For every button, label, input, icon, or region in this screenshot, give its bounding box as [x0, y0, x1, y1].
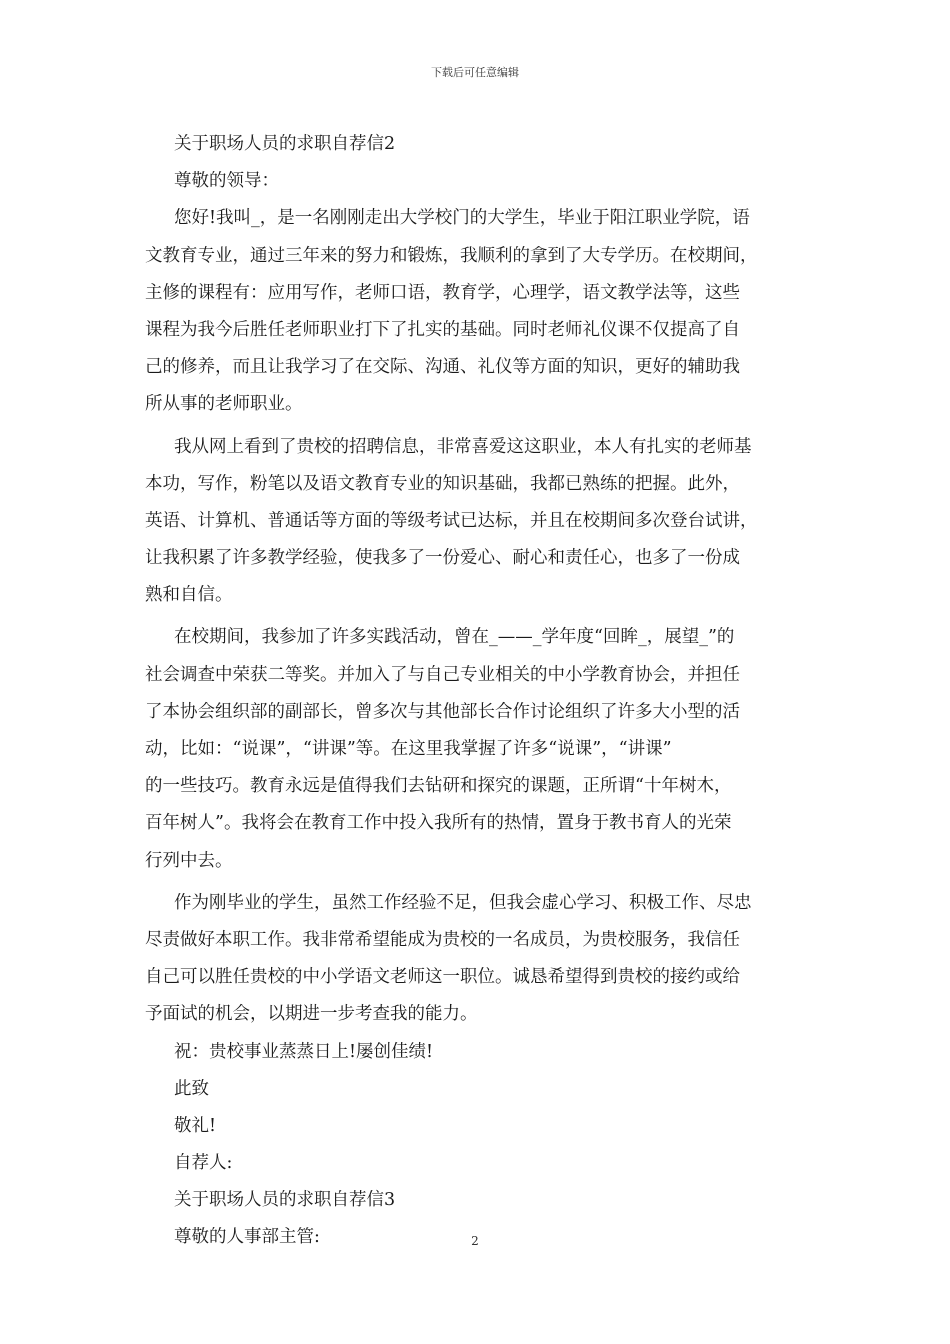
- paragraph-line: 英语、计算机、普通话等方面的等级考试已达标，并且在校期间多次登台试讲，: [145, 510, 758, 531]
- signature-line: 自荐人:: [174, 1153, 233, 1174]
- closing-line: 敬礼!: [174, 1115, 217, 1136]
- paragraph-line: 您好!我叫_，是一名刚刚走出大学校门的大学生，毕业于阳江职业学院，语: [174, 208, 750, 229]
- document-body: [145, 126, 805, 1257]
- paragraph-line: 本功，写作，粉笔以及语文教育专业的知识基础，我都已熟练的把握。此外，: [145, 473, 740, 494]
- paragraph-line: 己的修养，而且让我学习了在交际、沟通、礼仪等方面的知识，更好的辅助我: [145, 357, 740, 378]
- paragraph-line: 社会调查中荣获二等奖。并加入了与自己专业相关的中小学教育协会，并担任: [145, 664, 740, 685]
- paragraph-line: 主修的课程有：应用写作，老师口语，教育学，心理学，语文教学法等，这些: [145, 282, 740, 303]
- paragraph-line: 予面试的机会，以期进一步考查我的能力。: [145, 1004, 478, 1025]
- paragraph-line: 所从事的老师职业。: [145, 394, 303, 415]
- closing-line: 此致: [174, 1078, 209, 1099]
- paragraph-line: 我从网上看到了贵校的招聘信息，非常喜爱这这职业，本人有扎实的老师基: [174, 436, 752, 457]
- paragraph-line: 在校期间，我参加了许多实践活动，曾在_——_学年度“回眸_，展望_”的: [174, 627, 735, 648]
- salutation: 尊敬的人事部主管:: [174, 1227, 320, 1248]
- paragraph-line: 课程为我今后胜任老师职业打下了扎实的基础。同时老师礼仪课不仅提高了自: [145, 319, 740, 340]
- paragraph-line: 自己可以胜任贵校的中小学语文老师这一职位。诚恳希望得到贵校的接约或给: [145, 967, 740, 988]
- paragraph-line: 熟和自信。: [145, 585, 233, 606]
- paragraph-line: 的一些技巧。教育永远是值得我们去钻研和探究的课题，正所谓“十年树木，: [145, 776, 732, 797]
- page-header: 下载后可任意编辑: [431, 66, 519, 79]
- paragraph-line: 让我积累了许多教学经验，使我多了一份爱心、耐心和责任心，也多了一份成: [145, 548, 740, 569]
- page-number: 2: [471, 1234, 479, 1248]
- salutation: 尊敬的领导：: [174, 171, 279, 192]
- letter-title: 关于职场人员的求职自荐信3: [174, 1190, 396, 1211]
- closing-wish: 祝：贵校事业蒸蒸日上!屡创佳绩!: [174, 1041, 434, 1062]
- paragraph-line: 尽责做好本职工作。我非常希望能成为贵校的一名成员，为贵校服务，我信任: [145, 929, 740, 950]
- letter-title: 关于职场人员的求职自荐信2: [174, 134, 396, 154]
- paragraph-line: 文教育专业，通过三年来的努力和锻炼，我顺利的拿到了大专学历。在校期间，: [145, 245, 758, 266]
- paragraph-line: 动，比如：“说课”，“讲课”等。在这里我掌握了许多“说课”，“讲课”: [145, 739, 672, 759]
- paragraph-line: 百年树人”。我将会在教育工作中投入我所有的热情，置身于教书育人的光荣: [145, 813, 732, 834]
- paragraph-line: 行列中去。: [145, 850, 233, 871]
- paragraph-line: 作为刚毕业的学生，虽然工作经验不足，但我会虚心学习、积极工作、尽忠: [174, 892, 752, 913]
- paragraph-line: 了本协会组织部的副部长，曾多次与其他部长合作讨论组织了许多大小型的活: [145, 701, 740, 722]
